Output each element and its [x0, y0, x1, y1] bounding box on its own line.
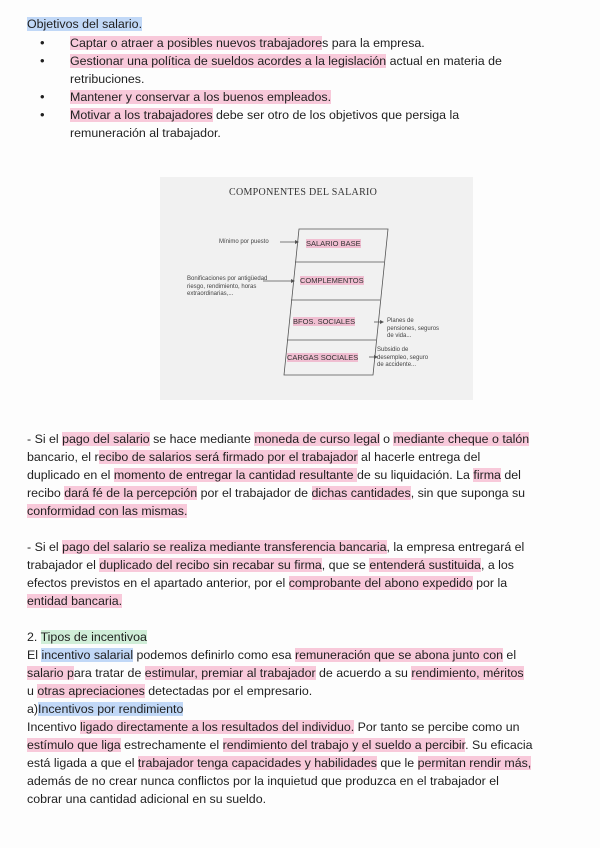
diagram-label-subsidio-2: desempleo, seguro	[377, 354, 429, 361]
diagram-label-bonificaciones-3: extraordinarias,...	[187, 291, 234, 297]
box-salario-base: SALARIO BASE	[306, 239, 361, 248]
section2-title: 2. Tipos de incentivoa	[27, 630, 147, 644]
diagram-label-planes-1: Planes de	[387, 318, 414, 324]
section2-subtitle: a)Incentivos por rendimiento	[27, 702, 184, 716]
para2-line-2: trabajador el duplicado del recibo sin recabar su firma, que se entenderá sustituida, a los	[27, 558, 514, 572]
bullet-icon: •	[40, 35, 45, 50]
objetivo-item-4: Motivar a los trabajadores debe ser otro de los objetivos que persiga la	[70, 108, 460, 122]
objetivo-item-1: Captar o atraer a posibles nuevos trabajadores para la empresa.	[70, 36, 425, 50]
diagram-label-subsidio-1: Subsidio de	[377, 347, 409, 353]
para1-line-4: recibo dará fé de la percepción por el trabajador de dichas cantidades, sin que suponga su	[27, 486, 526, 500]
box-cargas-sociales: CARGAS SOCIALES	[287, 353, 359, 362]
para1-line-2: bancario, el recibo de salarios será firmado por el trabajador al hacerle entrega del	[27, 450, 481, 464]
section2-body-5: cobrar una cantidad adicional en su sueldo.	[27, 792, 267, 806]
section2-body-4: además de no crear nunca conflictos por la inquietud que produzca en el trabajador el	[27, 774, 499, 788]
bullet-icon: •	[40, 89, 45, 104]
section2-body-1: Incentivo ligado directamente a los resultados del individuo. Por tanto se percibe como un	[27, 720, 520, 734]
diagram-label-planes-2: pensiones, seguros	[387, 325, 440, 332]
section2-line-2: salario para tratar de estimular, premiar al trabajador de acuerdo a su rendimiento, méritos	[27, 666, 524, 680]
bullet-icon: •	[40, 107, 45, 122]
para2-line-4: entidad bancaria.	[27, 594, 123, 608]
objetivo-item-3: Mantener y conservar a los buenos empleados.	[70, 90, 332, 104]
box-complementos: COMPLEMENTOS	[300, 276, 364, 285]
section2-body-2: estímulo que liga estrechamente el rendimiento del trabajo y el sueldo a percibir. Su eficacia	[27, 738, 533, 752]
objetivos-title: Objetivos del salario.	[27, 17, 143, 31]
objetivo-item-2: Gestionar una política de sueldos acordes a la legislación actual en materia de	[70, 54, 502, 68]
objetivo-item-4-cont: remuneración al trabajador.	[70, 126, 221, 140]
box-bfos-sociales: BFOS. SOCIALES	[293, 317, 356, 326]
para1-line-3: duplicado en el momento de entregar la cantidad resultante de su liquidación. La firma del	[27, 468, 521, 482]
diagram-label-bonificaciones-1: Bonificaciones por antigüedad	[187, 276, 268, 282]
objetivo-item-2-cont: retribuciones.	[70, 72, 145, 86]
section2-body-3: está ligada a que el trabajador tenga capacidades y habilidades que le permitan rendir más,	[27, 756, 532, 770]
section2-line-1: El incentivo salarial podemos definirlo como esa remuneración que se abona junto con el	[27, 648, 517, 662]
section2-line-3: u otras apreciaciones detectadas por el empresario.	[27, 684, 313, 698]
diagram-label-bonificaciones-2: riesgo, rendimiento, horas	[187, 283, 257, 290]
diagram-label-subsidio-3: de accidente...	[377, 362, 417, 368]
para1-line-5: conformidad con las mismas.	[27, 504, 188, 518]
salary-components-diagram	[160, 177, 473, 400]
para2-line-1: - Si el pago del salario se realiza mediante transferencia bancaria, la empresa entregará el	[27, 540, 525, 554]
para2-line-3: efectos previstos en el apartado anterior, por el comprobante del abono expedido por la	[27, 576, 508, 590]
diagram-title: COMPONENTES DEL SALARIO	[229, 187, 378, 198]
para1-line-1: - Si el pago del salario se hace mediante moneda de curso legal o mediante cheque o talón	[27, 432, 530, 446]
bullet-icon: •	[40, 53, 45, 68]
diagram-label-minimo: Mínimo por puesto	[219, 239, 269, 245]
diagram-label-planes-3: de vida...	[387, 333, 412, 339]
